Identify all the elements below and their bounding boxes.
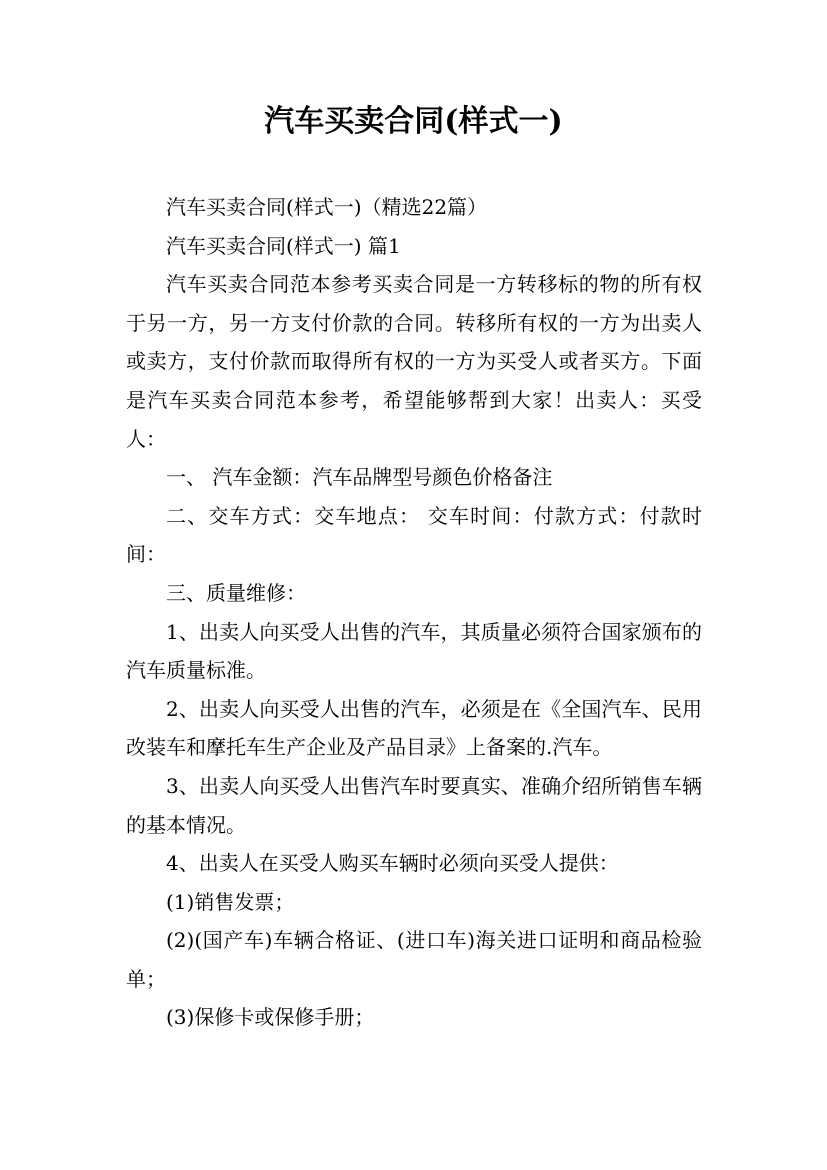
document-body — [126, 188, 702, 1037]
paragraph-item-3: 3、出卖人向买受人出售汽车时要真实、准确介绍所销售车辆的基本情况。 — [126, 773, 702, 837]
paragraph-clause-3: 三、质量维修： — [166, 580, 306, 605]
paragraph-subitem-1: (1)销售发票； — [166, 889, 295, 914]
paragraph-clause-1: 一、 汽车金额：汽车品牌型号颜色价格备注 — [166, 465, 553, 490]
paragraph-subtitle: 汽车买卖合同(样式一)（精选22篇） — [166, 195, 488, 219]
document-title: 汽车买卖合同(样式一) — [264, 104, 563, 139]
paragraph-item-1: 1、出卖人向买受人出售的汽车，其质量必须符合国家颁布的汽车质量标准。 — [126, 619, 702, 683]
paragraph-item-4: 4、出卖人在买受人购买车辆时必须向买受人提供： — [166, 851, 619, 876]
paragraph-part-heading: 汽车买卖合同(样式一) 篇1 — [166, 233, 401, 258]
paragraph-clause-2: 二、交车方式：交车地点： 交车时间：付款方式：付款时间： — [126, 503, 702, 567]
paragraph-intro: 汽车买卖合同范本参考买卖合同是一方转移标的物的所有权于另一方，另一方支付价款的合同。转移所有权的一方为出卖人或卖方，支付价款而取得所有权的一方为买受人或者买方。下面是汽车买卖合同范本参考，希望能够帮到大家！出卖人：买受人： — [126, 272, 702, 451]
paragraph-subitem-3: (3)保修卡或保修手册； — [166, 1005, 375, 1030]
paragraph-item-2: 2、出卖人向买受人出售的汽车，必须是在《全国汽车、民用改装车和摩托车生产企业及产品目录》上备案的.汽车。 — [126, 696, 702, 760]
paragraph-subitem-2: (2)(国产车)车辆合格证、(进口车)海关进口证明和商品检验单； — [126, 928, 702, 991]
